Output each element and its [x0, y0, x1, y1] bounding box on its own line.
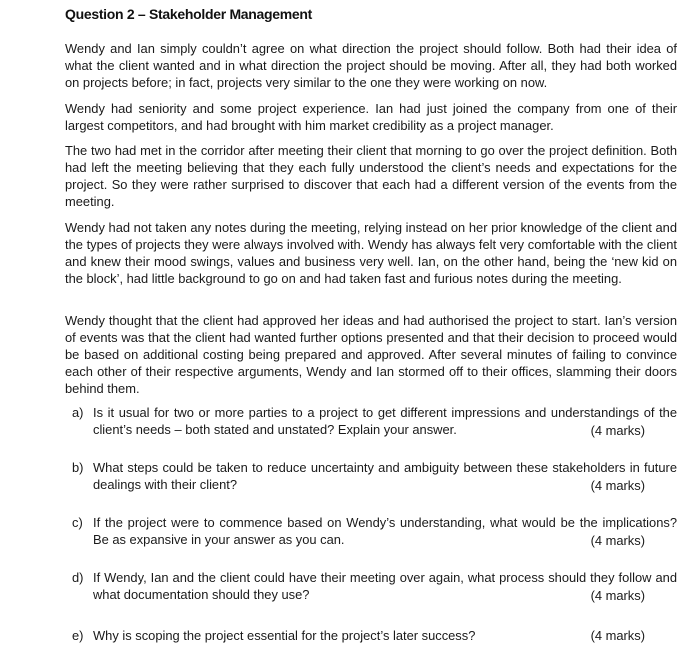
question-e-marks: (4 marks)	[590, 628, 645, 643]
paragraph-3: The two had met in the corridor after meeting their client that morning to go over the project definition. Both had left the meeting believing that they each fully understood the client’s needs and expectations for the project. So they were rather surprised to discover that each had a different version of the events from the meeting.	[65, 143, 677, 209]
paragraph-2: Wendy had seniority and some project experience. Ian had just joined the company from one of their largest competitors, and had brought with him market credibility as a project manager.	[65, 101, 677, 133]
paragraph-1: Wendy and Ian simply couldn’t agree on what direction the project should follow. Both had their idea of what the client wanted and in what direction the project should be moving. After all, they had both worked on projects before; in fact, projects very similar to the one they were working on now.	[65, 41, 677, 90]
question-b	[72, 459, 677, 495]
question-e	[72, 627, 677, 645]
paragraph-5: Wendy thought that the client had approved her ideas and had authorised the project to start. Ian’s version of events was that the client had wanted further options presented and that their decision to proceed would be based on additional costing being prepared and approved. After several minutes of failing to convince each other of their respective arguments, Wendy and Ian stormed off to their offices, slamming their doors behind them.	[65, 313, 677, 396]
question-b-label: b)	[72, 460, 84, 475]
question-a-label: a)	[72, 405, 84, 420]
question-b-text: What steps could be taken to reduce uncertainty and ambiguity between these stakeholders in future dealings with their client?	[93, 460, 677, 492]
question-c-label: c)	[72, 515, 83, 530]
question-a-marks: (4 marks)	[590, 423, 645, 438]
question-d-text: If Wendy, Ian and the client could have their meeting over again, what process should they follow and what documentation should they use?	[93, 570, 677, 602]
question-c	[72, 514, 677, 550]
question-d-marks: (4 marks)	[590, 588, 645, 603]
paragraph-4: Wendy had not taken any notes during the meeting, relying instead on her prior knowledge of the client and the types of projects they were always involved with. Wendy has always felt very comfortable with the client and knew their mood swings, values and business very well. Ian, on the other hand, being the ‘new kid on the block’, had little background to go on and had taken fast and furious notes during the meeting.	[65, 220, 677, 286]
question-c-text: If the project were to commence based on Wendy’s understanding, what would be the implications? Be as expansive in your answer as you can.	[93, 515, 677, 547]
question-c-marks: (4 marks)	[590, 533, 645, 548]
question-e-label: e)	[72, 628, 84, 643]
question-d	[72, 569, 677, 605]
question-title: Question 2 – Stakeholder Management	[65, 6, 313, 22]
question-a	[72, 404, 677, 440]
question-e-text: Why is scoping the project essential for the project’s later success?	[93, 628, 476, 643]
question-b-marks: (4 marks)	[590, 478, 645, 493]
question-a-text: Is it usual for two or more parties to a project to get different impressions and understandings of the client’s needs – both stated and unstated? Explain your answer.	[93, 405, 677, 437]
question-d-label: d)	[72, 570, 84, 585]
